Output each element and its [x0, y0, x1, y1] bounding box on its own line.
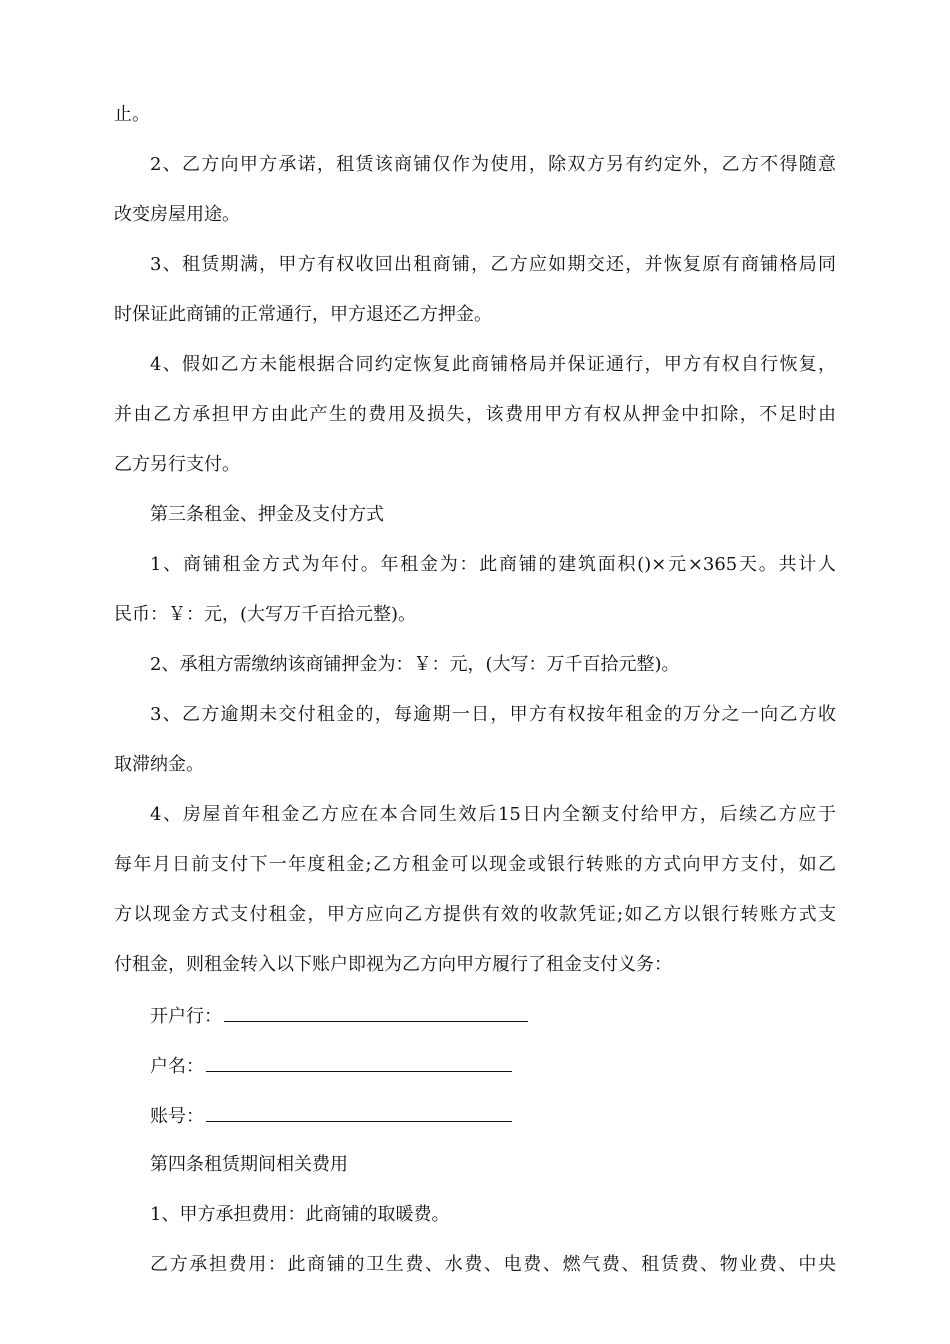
- paragraph-line: 付租金，则租金转入以下账户即视为乙方向甲方履行了租金支付义务：: [114, 954, 672, 975]
- bank-name-blank: [224, 1003, 528, 1022]
- account-name-label: 户名：: [150, 1056, 204, 1077]
- paragraph-line: 每年月日前支付下一年度租金;乙方租金可以现金或银行转账的方式向甲方支付，如乙: [114, 854, 836, 875]
- paragraph-line: 3、乙方逾期未交付租金的，每逾期一日，甲方有权按年租金的万分之一向乙方收: [150, 704, 836, 725]
- account-number-row: [150, 1103, 512, 1129]
- paragraph-line: 1、甲方承担费用：此商铺的取暖费。: [150, 1204, 450, 1225]
- paragraph-line: 2、乙方向甲方承诺，租赁该商铺仅作为使用，除双方另有约定外，乙方不得随意: [150, 154, 836, 175]
- paragraph-line: 2、承租方需缴纳该商铺押金为：￥：元，(大写：万千百拾元整)。: [150, 654, 680, 675]
- paragraph-line: 时保证此商铺的正常通行，甲方退还乙方押金。: [114, 304, 492, 325]
- paragraph-line: 并由乙方承担甲方由此产生的费用及损失，该费用甲方有权从押金中扣除，不足时由: [114, 404, 836, 425]
- paragraph-line: 止。: [114, 104, 150, 125]
- section-heading: 第三条租金、押金及支付方式: [150, 504, 384, 525]
- paragraph-line: 1、商铺租金方式为年付。年租金为：此商铺的建筑面积()×元×365天。共计人: [150, 554, 836, 575]
- paragraph-line: 取滞纳金。: [114, 754, 204, 775]
- bank-name-label: 开户行：: [150, 1006, 222, 1027]
- paragraph-line: 乙方另行支付。: [114, 454, 240, 475]
- paragraph-line: 改变房屋用途。: [114, 204, 240, 225]
- paragraph-line: 方以现金方式支付租金，甲方应向乙方提供有效的收款凭证;如乙方以银行转账方式支: [114, 904, 836, 925]
- bank-field-row: [150, 1003, 528, 1029]
- paragraph-line: 乙方承担费用：此商铺的卫生费、水费、电费、燃气费、租赁费、物业费、中央: [150, 1254, 836, 1275]
- account-number-blank: [206, 1103, 512, 1122]
- paragraph-line: 4、房屋首年租金乙方应在本合同生效后15日内全额支付给甲方，后续乙方应于: [150, 804, 836, 825]
- paragraph-line: 民币：￥：元，(大写万千百拾元整)。: [114, 604, 417, 625]
- account-name-blank: [206, 1053, 512, 1072]
- paragraph-line: 4、假如乙方未能根据合同约定恢复此商铺格局并保证通行，甲方有权自行恢复，: [150, 354, 836, 375]
- account-number-label: 账号：: [150, 1106, 204, 1127]
- section-heading: 第四条租赁期间相关费用: [150, 1154, 348, 1175]
- account-name-row: [150, 1053, 512, 1079]
- paragraph-line: 3、租赁期满，甲方有权收回出租商铺，乙方应如期交还，并恢复原有商铺格局同: [150, 254, 836, 275]
